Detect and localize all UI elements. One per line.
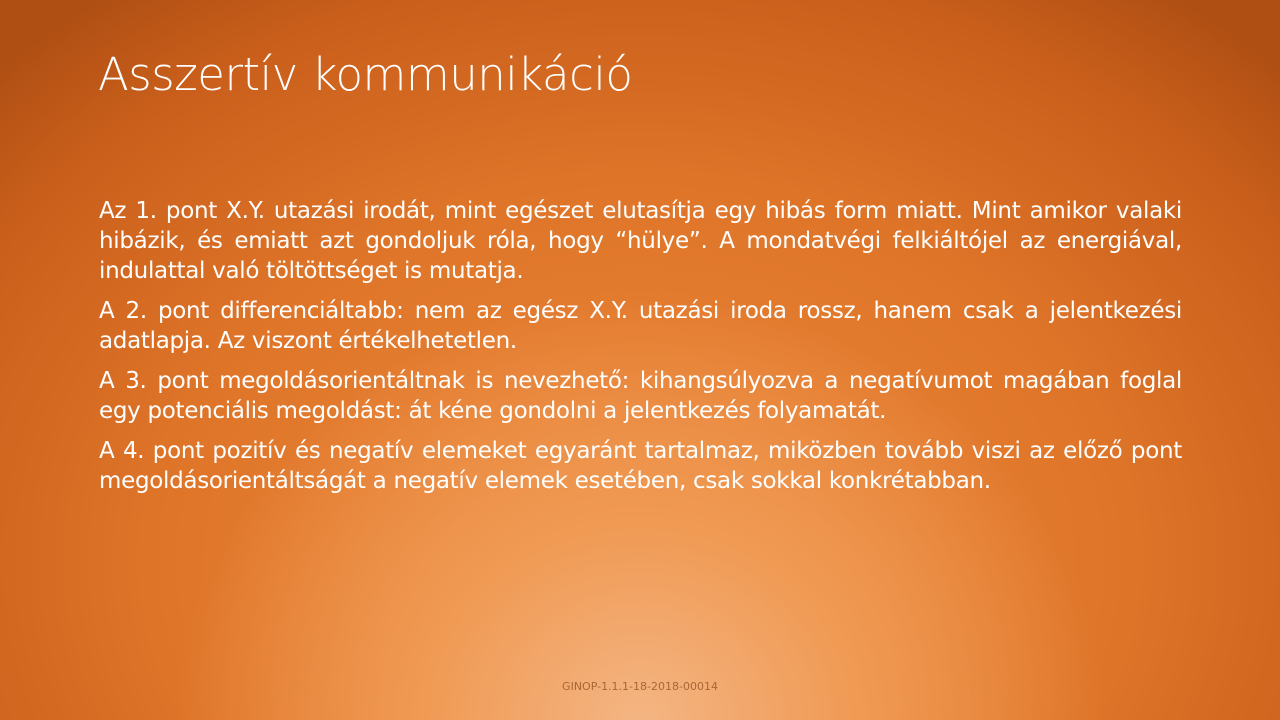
paragraph-4: A 4. pont pozitív és negatív elemeket egyaránt tartalmaz, miközben tovább viszi az előző pont megoldásorientáltságát a negatív elemek esetében, csak sokkal konkrétabban. xyxy=(99,438,1182,494)
slide-title: Asszertív kommunikáció xyxy=(98,48,633,101)
slide-footer: GINOP-1.1.1-18-2018-00014 xyxy=(562,680,718,693)
paragraph-2: A 2. pont differenciáltabb: nem az egész X.Y. utazási iroda rossz, hanem csak a jelentkezési adatlapja. Az viszont értékelhetetlen. xyxy=(99,298,1182,354)
paragraph-3: A 3. pont megoldásorientáltnak is nevezhető: kihangsúlyozva a negatívumot magában foglal egy potenciális megoldást: át kéne gondolni a jelentkezés folyamatát. xyxy=(99,368,1182,424)
paragraph-1: Az 1. pont X.Y. utazási irodát, mint egészet elutasítja egy hibás form miatt. Mint amikor valaki hibázik, és emiatt azt gondoljuk róla, hogy “hülye”. A mondatvégi felkiáltójel az energiával, indulattal való töltöttséget is mutatja. xyxy=(99,198,1182,284)
slide-body xyxy=(99,196,1182,506)
